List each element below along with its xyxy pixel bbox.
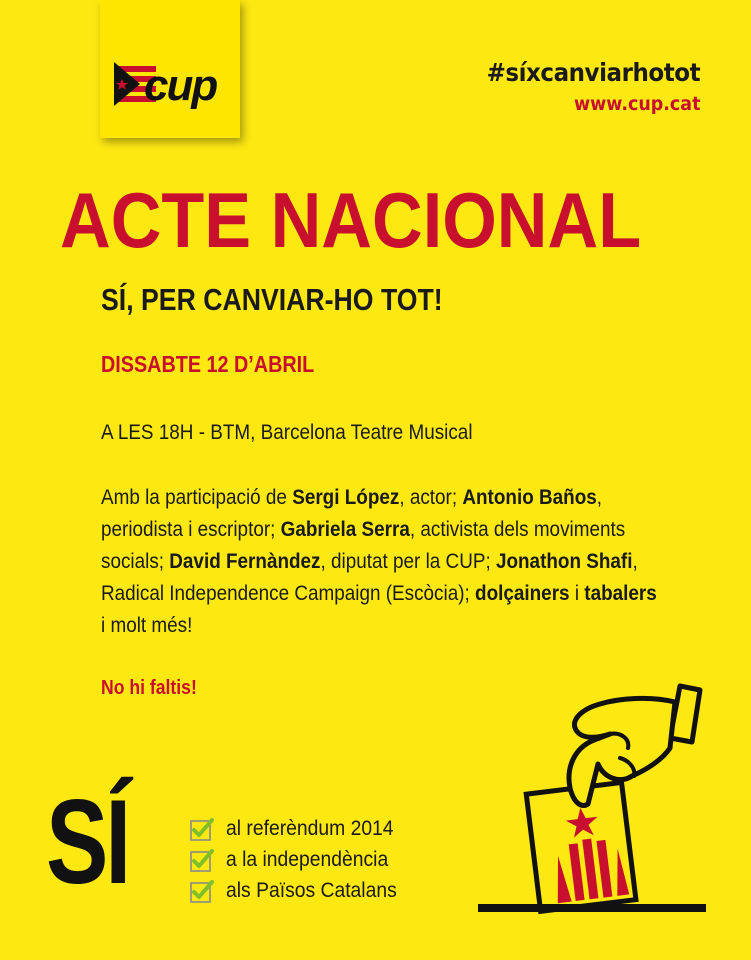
checklist-item [190,875,412,906]
si-headline: SÍ [46,775,129,909]
cup-logo-box[interactable] [100,0,240,138]
checklist-item [190,813,412,844]
website-link[interactable]: www.cup.cat [573,93,700,115]
hashtag: #síxcanviarhotot [486,58,700,87]
checklist-item [190,844,412,875]
event-title: ACTE NACIONAL [60,176,642,264]
checklist [190,813,412,906]
event-subtitle: SÍ, PER CANVIAR-HO TOT! [101,282,443,317]
checkmark-icon [190,849,212,871]
participation-text: Amb la participació de Sergi López, actor; Antonio Baños, periodista i escriptor; Gabriela Serra, activista dels moviments socials; David Fernàndez, diputat per la CUP; Jonathon Shafi, Radical Independence Campaign (Escòcia); dolçainers i tabalers i molt més! [101,486,657,637]
checklist-label: a la independència [226,847,389,871]
cup-logo-text: cup [144,61,217,110]
checkmark-icon [190,818,212,840]
event-date: DISSABTE 12 D’ABRIL [101,351,315,377]
checklist-label: al referèndum 2014 [226,816,394,840]
ballot-box-hand-icon [470,678,710,918]
checklist-label: als Països Catalans [226,878,397,902]
cup-logo-icon [114,60,230,116]
event-venue: A LES 18H - BTM, Barcelona Teatre Musical [101,421,473,444]
checkmark-icon [190,880,212,902]
call-to-action: No hi faltis! [101,677,197,699]
